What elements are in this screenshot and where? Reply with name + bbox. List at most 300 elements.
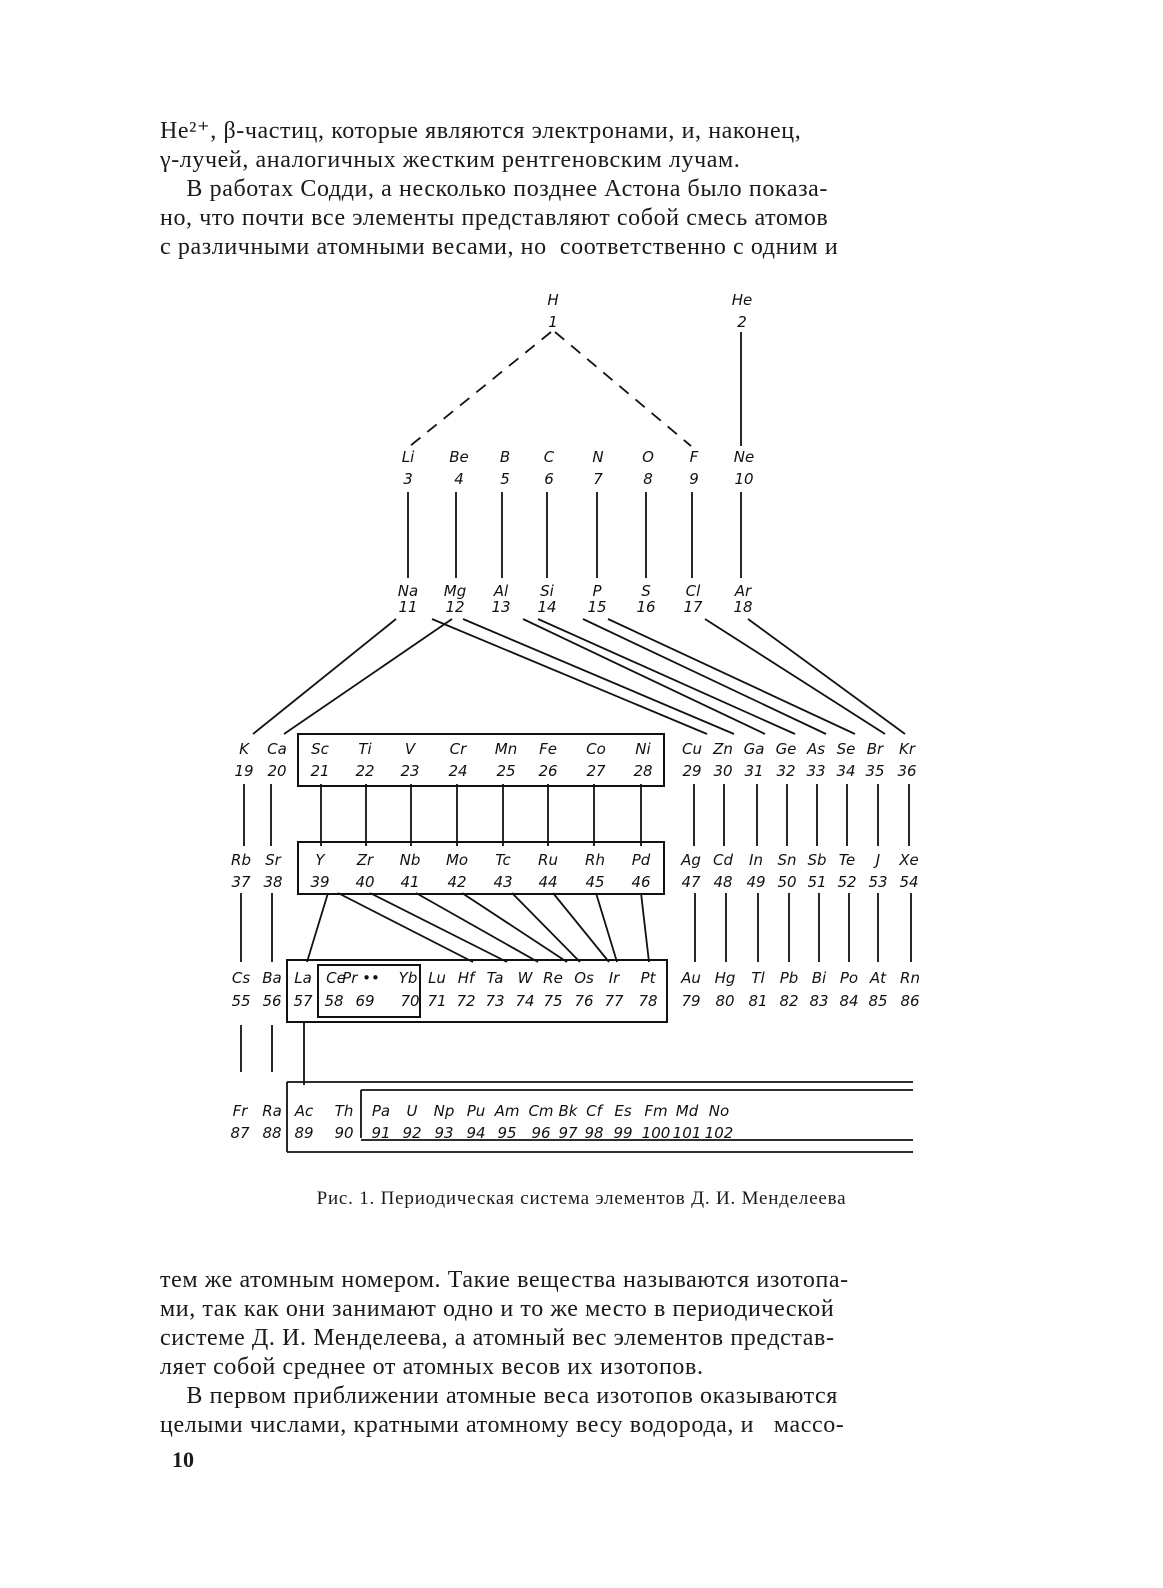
element-symbol: Mo [445, 851, 469, 869]
atomic-number: 92 [402, 1124, 422, 1142]
element-cell [543, 969, 563, 1010]
text-line: с различными атомными весами, но соответственно с одним и [160, 234, 839, 260]
element-cell [584, 1102, 604, 1142]
element-symbol: U [406, 1102, 418, 1120]
atomic-number: 21 [310, 762, 330, 780]
element-symbol: Rh [585, 851, 605, 869]
element-cell [682, 740, 702, 780]
element-cell [713, 851, 733, 891]
element-symbol: Br [866, 740, 884, 758]
atomic-number: 83 [809, 992, 829, 1010]
element-symbol: Pa [371, 1102, 391, 1120]
element-symbol: Sr [265, 851, 281, 869]
element-symbol: Ni [635, 740, 651, 758]
link-line [553, 893, 609, 962]
element-cell [734, 448, 754, 488]
atomic-number: 76 [574, 992, 594, 1010]
link-line [512, 893, 580, 962]
element-symbol: Y [315, 851, 325, 869]
atomic-number: 97 [558, 1124, 578, 1142]
atomic-number: 101 [672, 1124, 702, 1142]
element-cell [231, 851, 251, 891]
element-cell [638, 969, 657, 1010]
element-cell [310, 851, 329, 891]
link-line [463, 619, 734, 734]
atomic-number: 16 [636, 598, 656, 616]
link-line [641, 893, 649, 962]
element-symbol: Ce [326, 969, 346, 987]
atomic-number: 55 [231, 992, 251, 1010]
atomic-number: 15 [587, 598, 607, 616]
element-cell [231, 969, 250, 1010]
element-cell [262, 969, 281, 1010]
atomic-number: 99 [613, 1124, 633, 1142]
element-symbol: In [749, 851, 763, 869]
atomic-number: 87 [230, 1124, 250, 1142]
element-symbol: Ar [734, 582, 752, 600]
element-symbol: Am [494, 1102, 520, 1120]
element-cell [528, 1102, 553, 1142]
element-symbol: Po [839, 969, 859, 987]
element-cell [262, 1102, 282, 1142]
link-line [338, 893, 473, 962]
text-line: ми, так как они занимают одно и то же место в периодической [160, 1296, 835, 1322]
atomic-number: 53 [868, 873, 888, 891]
element-symbol: P [592, 582, 602, 600]
atomic-number: 48 [713, 873, 733, 891]
element-cell [807, 851, 826, 891]
atomic-number: 95 [497, 1124, 517, 1142]
element-symbol: C [543, 448, 555, 466]
atomic-number: 26 [538, 762, 558, 780]
atomic-number: 14 [537, 598, 557, 616]
element-cell [371, 1102, 390, 1142]
atomic-number: 84 [839, 992, 859, 1010]
element-symbol: Be [449, 448, 469, 466]
element-cell [544, 448, 555, 488]
atomic-number: 71 [427, 992, 447, 1010]
atomic-number: 11 [398, 598, 418, 616]
element-cell [712, 740, 733, 780]
element-cell [633, 740, 652, 780]
element-symbol: Ag [681, 851, 701, 869]
atomic-number: 88 [262, 1124, 282, 1142]
link-line [307, 893, 328, 962]
element-cell [230, 1102, 250, 1142]
element-cell [491, 582, 510, 616]
element-cell [683, 582, 703, 616]
element-symbol: Si [540, 582, 554, 600]
atomic-number: 93 [434, 1124, 454, 1142]
element-symbol: Hf [457, 969, 475, 987]
element-cell [837, 851, 856, 891]
element-symbol: Re [543, 969, 563, 987]
element-symbol: Ta [486, 969, 504, 987]
element-symbol: Li [401, 448, 415, 466]
element-symbol: Al [493, 582, 509, 600]
element-cell [398, 582, 418, 616]
atomic-number: 78 [638, 992, 658, 1010]
link-line [596, 893, 617, 962]
atomic-number: 57 [293, 992, 313, 1010]
element-symbol: Zr [356, 851, 374, 869]
element-cell [495, 740, 517, 780]
element-symbol: Pu [466, 1102, 486, 1120]
atomic-number: 94 [466, 1124, 486, 1142]
link-line [370, 893, 507, 962]
atomic-number: 34 [836, 762, 856, 780]
element-cell [493, 851, 512, 891]
atomic-number: 90 [334, 1124, 354, 1142]
atomic-number: 19 [234, 762, 254, 780]
atomic-number: 73 [485, 992, 505, 1010]
atomic-number: 43 [493, 873, 513, 891]
element-symbol: Rn [900, 969, 920, 987]
link-line [748, 619, 905, 734]
element-cell [897, 740, 916, 780]
element-cell [448, 740, 467, 780]
element-symbol: Au [681, 969, 701, 987]
text-line: тем же атомным номером. Такие вещества называются изотопа- [160, 1267, 849, 1293]
atomic-number: 5 [500, 470, 510, 488]
element-cell [776, 740, 797, 780]
atomic-number: 13 [491, 598, 511, 616]
atomic-number: 44 [538, 873, 558, 891]
atomic-number: 85 [868, 992, 888, 1010]
element-symbol: Ru [538, 851, 558, 869]
atomic-number: 58 [324, 992, 344, 1010]
element-cell [680, 969, 701, 1010]
atomic-number: 17 [683, 598, 703, 616]
element-cell [310, 740, 329, 780]
atomic-number: 36 [897, 762, 917, 780]
element-symbol: Ge [775, 740, 797, 758]
atomic-number: 28 [633, 762, 653, 780]
element-symbol: Bk [558, 1102, 578, 1120]
element-cell [868, 851, 887, 891]
atomic-number: 100 [641, 1124, 671, 1142]
element-symbol: No [708, 1102, 730, 1120]
atomic-number: 29 [682, 762, 702, 780]
atomic-number: 38 [263, 873, 283, 891]
element-symbol: Np [433, 1102, 455, 1120]
element-cell [449, 448, 469, 488]
element-symbol: Es [614, 1102, 632, 1120]
text-line: В первом приближении атомные веса изотопов оказываются [160, 1383, 838, 1409]
atomic-number: 25 [496, 762, 516, 780]
element-symbol: Nb [399, 851, 421, 869]
element-symbol: H [547, 291, 559, 309]
element-symbol: F [689, 448, 699, 466]
link-line [583, 619, 826, 734]
element-cell [399, 969, 420, 1010]
atomic-number: 69 [355, 992, 375, 1010]
element-symbol: Ga [743, 740, 765, 758]
element-symbol: Pb [779, 969, 799, 987]
figure-caption: Рис. 1. Периодическая система элементов Д. И. Менделеева [316, 1188, 847, 1209]
element-symbol: Mn [494, 740, 518, 758]
element-cell [515, 969, 534, 1010]
element-symbol: Tl [751, 969, 765, 987]
element-symbol: Cs [231, 969, 251, 987]
atomic-number: 10 [734, 470, 754, 488]
element-symbol: Cl [685, 582, 701, 600]
element-cell [427, 969, 446, 1010]
atomic-number: 3 [403, 470, 413, 488]
atomic-number: 32 [776, 762, 796, 780]
element-symbol: At [869, 969, 887, 987]
element-cell [715, 969, 736, 1010]
element-cell [604, 969, 624, 1010]
element-cell [868, 969, 887, 1010]
atomic-number: 42 [447, 873, 467, 891]
atomic-number: 47 [681, 873, 701, 891]
group-frame [298, 842, 664, 894]
element-symbol: Os [574, 969, 594, 987]
atomic-number: 82 [779, 992, 799, 1010]
element-cell [587, 582, 606, 616]
atomic-number: 70 [400, 992, 420, 1010]
element-symbol: Na [397, 582, 419, 600]
element-cell [673, 1102, 702, 1142]
atomic-number: 35 [865, 762, 885, 780]
element-symbol: Fr [232, 1102, 248, 1120]
element-cell [631, 851, 650, 891]
atomic-number: 80 [715, 992, 735, 1010]
text-line: целыми числами, кратными атомному весу водорода, и массо- [160, 1412, 845, 1438]
atomic-number: 7 [593, 470, 603, 488]
element-symbol: N [592, 448, 604, 466]
element-cell [746, 851, 765, 891]
atomic-number: 12 [445, 598, 465, 616]
element-cell [485, 969, 504, 1010]
link-line [284, 619, 452, 734]
element-cell [444, 582, 466, 616]
atomic-number: 98 [584, 1124, 604, 1142]
element-cell [586, 740, 606, 780]
atomic-number: 49 [746, 873, 766, 891]
text-line: γ-лучей, аналогичных жестким рентгеновским лучам. [160, 147, 741, 173]
element-symbol: Te [838, 851, 856, 869]
element-symbol: He [731, 291, 753, 309]
element-symbol: Ra [262, 1102, 282, 1120]
element-symbol: Fm [644, 1102, 668, 1120]
element-cell [806, 740, 826, 780]
element-cell [294, 1102, 314, 1142]
link-line [253, 619, 396, 734]
element-symbol: Ne [733, 448, 755, 466]
atomic-number: 91 [371, 1124, 391, 1142]
element-symbol: Hg [714, 969, 736, 987]
element-cell [342, 969, 380, 1010]
element-symbol: Sc [311, 740, 329, 758]
atomic-number: 40 [355, 873, 375, 891]
element-symbol: Ac [294, 1102, 314, 1120]
element-cell [744, 740, 765, 780]
atomic-number: 46 [631, 873, 651, 891]
atomic-number: 31 [744, 762, 764, 780]
atomic-number: 86 [900, 992, 920, 1010]
element-symbol: Tc [495, 851, 511, 869]
element-cell [689, 448, 699, 488]
element-cell [680, 851, 701, 891]
atomic-number: 50 [777, 873, 797, 891]
element-symbol: V [404, 740, 416, 758]
element-cell [574, 969, 594, 1010]
element-symbol: Fe [539, 740, 557, 758]
element-cell [809, 969, 828, 1010]
element-cell [334, 1102, 353, 1142]
dashed-link [555, 332, 691, 446]
element-cell [434, 1102, 455, 1142]
element-cell [500, 448, 510, 488]
body-text-bottom [160, 1266, 978, 1440]
text-line: В работах Содди, а несколько позднее Астона было показа- [160, 176, 828, 202]
element-symbol: Pt [640, 969, 656, 987]
element-cell [642, 448, 654, 488]
atomic-number: 9 [689, 470, 699, 488]
atomic-number: 6 [544, 470, 554, 488]
atomic-number: 72 [456, 992, 476, 1010]
element-cell [748, 969, 767, 1010]
text-line: He²⁺, β-частиц, которые являются электронами, и, наконец, [160, 118, 802, 144]
element-cell [400, 851, 421, 891]
element-symbol: O [642, 448, 654, 466]
dashed-link [410, 332, 551, 446]
element-symbol: Th [334, 1102, 354, 1120]
atomic-number: 41 [400, 873, 420, 891]
atomic-number: 56 [262, 992, 282, 1010]
element-symbol: Pr •• [342, 969, 380, 987]
atomic-number: 81 [748, 992, 768, 1010]
atomic-number: 75 [543, 992, 563, 1010]
element-symbol: K [239, 740, 249, 758]
element-cell [538, 851, 558, 891]
element-symbol: As [806, 740, 826, 758]
element-cell [733, 582, 752, 616]
element-symbol: Cf [586, 1102, 602, 1120]
element-cell [538, 740, 557, 780]
atomic-number: 51 [807, 873, 827, 891]
element-cell [898, 851, 919, 891]
atomic-number: 22 [355, 762, 375, 780]
element-cell [865, 740, 884, 780]
element-symbol: Mg [443, 582, 467, 600]
element-symbol: Sb [807, 851, 827, 869]
element-cell [400, 740, 419, 780]
element-cell [836, 740, 855, 780]
atomic-number: 4 [454, 470, 464, 488]
atomic-number: 8 [643, 470, 653, 488]
atomic-number: 27 [586, 762, 606, 780]
element-symbol: Xe [899, 851, 919, 869]
atomic-number: 1 [548, 313, 558, 331]
element-cell [267, 740, 287, 780]
element-cell [456, 969, 477, 1010]
text-line: системе Д. И. Менделеева, а атомный вес элементов представ- [160, 1325, 835, 1351]
atomic-number: 24 [448, 762, 468, 780]
element-symbol: La [294, 969, 312, 987]
element-symbol: Cd [713, 851, 733, 869]
element-cell [293, 969, 313, 1010]
atomic-number: 18 [733, 598, 753, 616]
group-frame [298, 734, 664, 786]
atomic-number: 74 [515, 992, 535, 1010]
text-line: но, что почти все элементы представляют собой смесь атомов [160, 205, 829, 231]
element-cell [466, 1102, 485, 1142]
element-cell [642, 1102, 671, 1142]
atomic-number: 54 [899, 873, 919, 891]
element-symbol: Co [586, 740, 606, 758]
element-cell [494, 1102, 520, 1142]
element-cell [732, 291, 753, 331]
element-cell [355, 740, 374, 780]
atomic-number: 30 [713, 762, 733, 780]
element-cell [592, 448, 603, 488]
element-cell [900, 969, 920, 1010]
element-cell [779, 969, 798, 1010]
atomic-number: 52 [837, 873, 857, 891]
atomic-number: 102 [704, 1124, 734, 1142]
element-symbol: Rb [231, 851, 251, 869]
element-symbol: J [875, 851, 881, 869]
element-cell [402, 448, 415, 488]
element-cell [446, 851, 468, 891]
element-cell [585, 851, 605, 891]
element-cell [234, 740, 253, 780]
atomic-number: 37 [231, 873, 251, 891]
text-line: ляет собой среднее от атомных весов их изотопов. [160, 1354, 704, 1380]
element-symbol: Yb [398, 969, 418, 987]
atomic-number: 89 [294, 1124, 314, 1142]
element-symbol: Ti [358, 740, 372, 758]
element-cell [547, 291, 558, 331]
element-symbol: Lu [428, 969, 446, 987]
element-cell [777, 851, 796, 891]
element-symbol: Zn [713, 740, 733, 758]
atomic-number: 33 [806, 762, 826, 780]
element-symbol: Kr [898, 740, 916, 758]
element-cell [705, 1102, 734, 1142]
element-symbol: Pd [631, 851, 651, 869]
element-symbol: Md [675, 1102, 699, 1120]
element-symbol: S [641, 582, 651, 600]
element-symbol: Sn [777, 851, 797, 869]
element-cell [839, 969, 858, 1010]
element-cell [355, 851, 374, 891]
element-cell [613, 1102, 632, 1142]
atomic-number: 77 [604, 992, 624, 1010]
element-symbol: Cm [528, 1102, 554, 1120]
element-symbol: Bi [811, 969, 827, 987]
atomic-number: 96 [531, 1124, 551, 1142]
element-symbol: Ca [267, 740, 287, 758]
atomic-number: 2 [737, 313, 747, 331]
atomic-number: 39 [310, 873, 330, 891]
element-cell [558, 1102, 578, 1142]
element-cell [402, 1102, 421, 1142]
page-number: 10 [172, 1447, 194, 1472]
element-cell [263, 851, 282, 891]
atomic-number: 20 [267, 762, 287, 780]
element-symbol: Se [836, 740, 856, 758]
element-symbol: Cr [449, 740, 467, 758]
element-symbol: Cu [682, 740, 702, 758]
atomic-number: 23 [400, 762, 420, 780]
atomic-number: 45 [585, 873, 605, 891]
element-symbol: B [499, 448, 511, 466]
element-cell [537, 582, 556, 616]
